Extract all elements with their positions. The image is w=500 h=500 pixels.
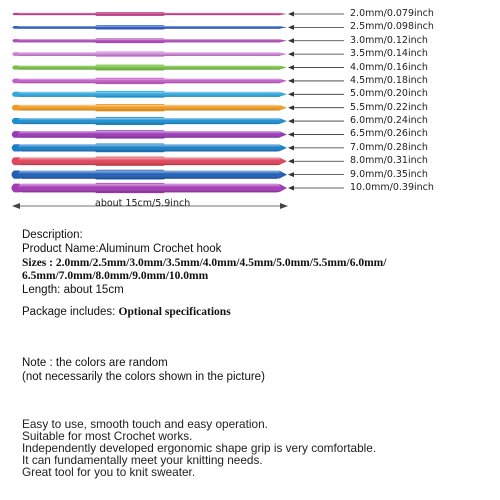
feature-2: Suitable for most Crochet works. <box>22 429 193 443</box>
pointer-arrow <box>288 145 344 150</box>
hook-size-label: 2.0mm/0.079inch <box>350 8 434 19</box>
hook-size-label: 3.0mm/0.12inch <box>350 34 428 46</box>
product-name: Product Name:Aluminum Crochet hook <box>22 243 222 255</box>
feature-1: Easy to use, smooth touch and easy operation. <box>22 417 268 431</box>
pointer-arrow <box>288 172 344 177</box>
crochet-hook <box>12 130 287 138</box>
crochet-hook <box>13 12 287 16</box>
crochet-hook <box>12 91 287 98</box>
pointer-arrow <box>288 132 344 137</box>
color-note: Note : the colors are random <box>22 357 168 369</box>
description-heading: Description: <box>22 229 83 241</box>
length-text: Length: about 15cm <box>22 284 124 296</box>
sizes-line-2: 6.5mm/7.0mm/8.0mm/9.0mm/10.0mm <box>22 270 209 282</box>
pointer-arrow <box>288 159 344 164</box>
pointer-arrow <box>288 25 344 30</box>
crochet-hook <box>12 117 287 125</box>
pointer-arrow <box>288 12 344 17</box>
feature-3: Independently developed ergonomic shape grip is very comfortable. <box>22 441 377 455</box>
hook-size-label: 6.5mm/0.26inch <box>350 128 428 140</box>
crochet-hook <box>12 170 287 180</box>
feature-5: Great tool for you to knit sweater. <box>22 465 196 479</box>
hook-size-label: 5.0mm/0.20inch <box>350 88 428 100</box>
color-note-detail: (not necessarily the colors shown in the picture) <box>22 371 265 383</box>
hook-size-label: 4.5mm/0.18inch <box>350 74 428 86</box>
pointer-arrow <box>288 92 344 97</box>
crochet-hook <box>12 38 287 43</box>
hook-size-label: 4.0mm/0.16inch <box>350 61 428 73</box>
hook-size-label: 5.5mm/0.22inch <box>350 101 428 113</box>
crochet-hook <box>12 65 287 71</box>
hook-size-label: 7.0mm/0.28inch <box>350 141 428 153</box>
crochet-hook <box>12 157 287 166</box>
pointer-arrow <box>288 105 344 110</box>
crochet-hook <box>11 183 287 193</box>
package-value: Optional specifications <box>118 306 231 318</box>
crochet-hook <box>13 25 287 29</box>
pointer-arrow <box>288 52 344 57</box>
hook-size-label: 9.0mm/0.35inch <box>350 168 428 180</box>
crochet-hook <box>12 78 287 84</box>
package-includes <box>22 306 231 319</box>
package-prefix: Package includes: <box>22 306 119 318</box>
pointer-arrow <box>288 38 344 43</box>
hook-size-label: 10.0mm/0.39inch <box>350 182 434 193</box>
crochet-hook <box>12 52 287 57</box>
hook-size-label: 6.0mm/0.24inch <box>350 115 428 127</box>
crochet-hook <box>12 104 287 111</box>
pointer-arrow <box>288 119 344 124</box>
pointer-arrow <box>288 78 344 83</box>
pointer-arrow <box>288 186 344 191</box>
sizes-line-1: Sizes : 2.0mm/2.5mm/3.0mm/3.5mm/4.0mm/4.5mm/5.0mm/5.5mm/6.0mm/ <box>22 257 387 269</box>
crochet-hook <box>12 143 287 152</box>
hook-size-label: 2.5mm/0.098inch <box>350 21 434 33</box>
hook-size-label: 3.5mm/0.14inch <box>350 48 428 60</box>
feature-4: It can fundamentally meet your knitting needs. <box>22 453 263 467</box>
hook-size-label: 8.0mm/0.31inch <box>350 155 428 167</box>
length-label: about 15cm/5.9inch <box>95 198 191 209</box>
pointer-arrow <box>288 65 344 70</box>
